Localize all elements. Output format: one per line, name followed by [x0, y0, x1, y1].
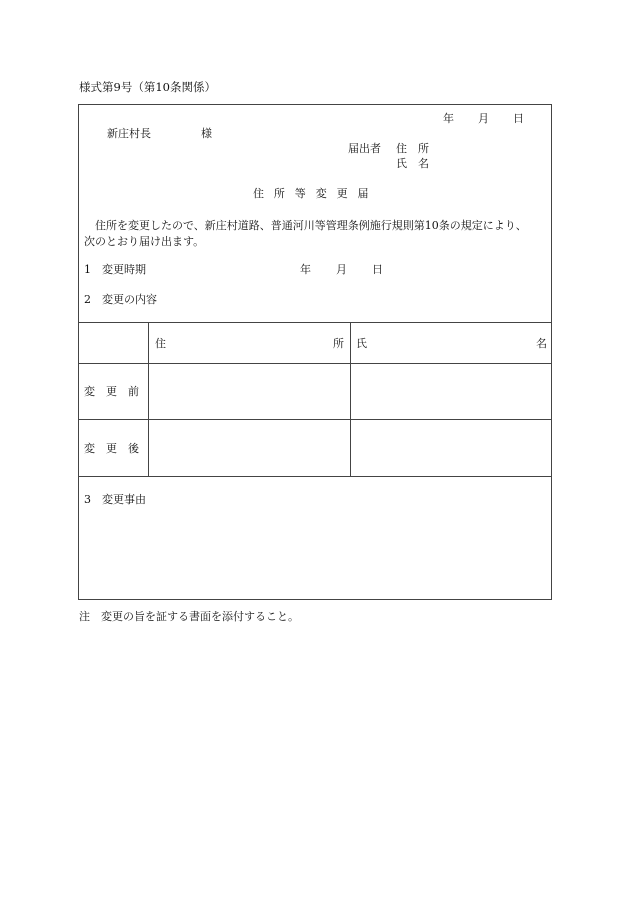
applicant-address-label: 住 所: [396, 142, 429, 155]
body-line-2: 次のとおり届け出ます。: [84, 235, 205, 248]
table-row-divider: [78, 419, 552, 420]
applicant-name-label: 氏 名: [396, 157, 429, 170]
section1-month-label: 月: [336, 263, 347, 276]
footnote: 注 変更の旨を証する書面を添付すること。: [79, 610, 299, 623]
table-bottom-border: [78, 476, 552, 477]
row-label-before: 変 更 前: [84, 385, 139, 398]
section1-label: 1 変更時期: [84, 263, 146, 276]
table-header-name-start: 氏: [356, 337, 367, 350]
addressee-name: 新庄村長: [107, 127, 151, 140]
table-header-address-end: 所: [333, 337, 344, 350]
form-label: 様式第9号（第10条関係）: [79, 80, 216, 94]
table-header-address-start: 住: [155, 337, 166, 350]
section1-day-label: 日: [372, 263, 383, 276]
table-col-divider-1: [148, 322, 149, 476]
table-top-border: [78, 322, 552, 323]
date-month-label: 月: [478, 112, 489, 125]
table-header-divider: [78, 363, 552, 364]
section2-label: 2 変更の内容: [84, 293, 157, 306]
section3-label: 3 変更事由: [84, 493, 146, 506]
table-col-divider-2: [350, 322, 351, 476]
form-box: [78, 104, 552, 600]
body-line-1: 住所を変更したので、新庄村道路、普通河川等管理条例施行規則第10条の規定により、: [95, 219, 527, 232]
section1-year-label: 年: [300, 263, 311, 276]
applicant-role: 届出者: [348, 142, 381, 155]
row-label-after: 変 更 後: [84, 442, 139, 455]
body-paragraph: [84, 218, 548, 250]
addressee-honorific: 様: [201, 127, 212, 140]
form-title: 住所等変更届: [253, 187, 379, 200]
date-year-label: 年: [443, 112, 454, 125]
date-day-label: 日: [513, 112, 524, 125]
table-header-name-end: 名: [536, 337, 547, 350]
